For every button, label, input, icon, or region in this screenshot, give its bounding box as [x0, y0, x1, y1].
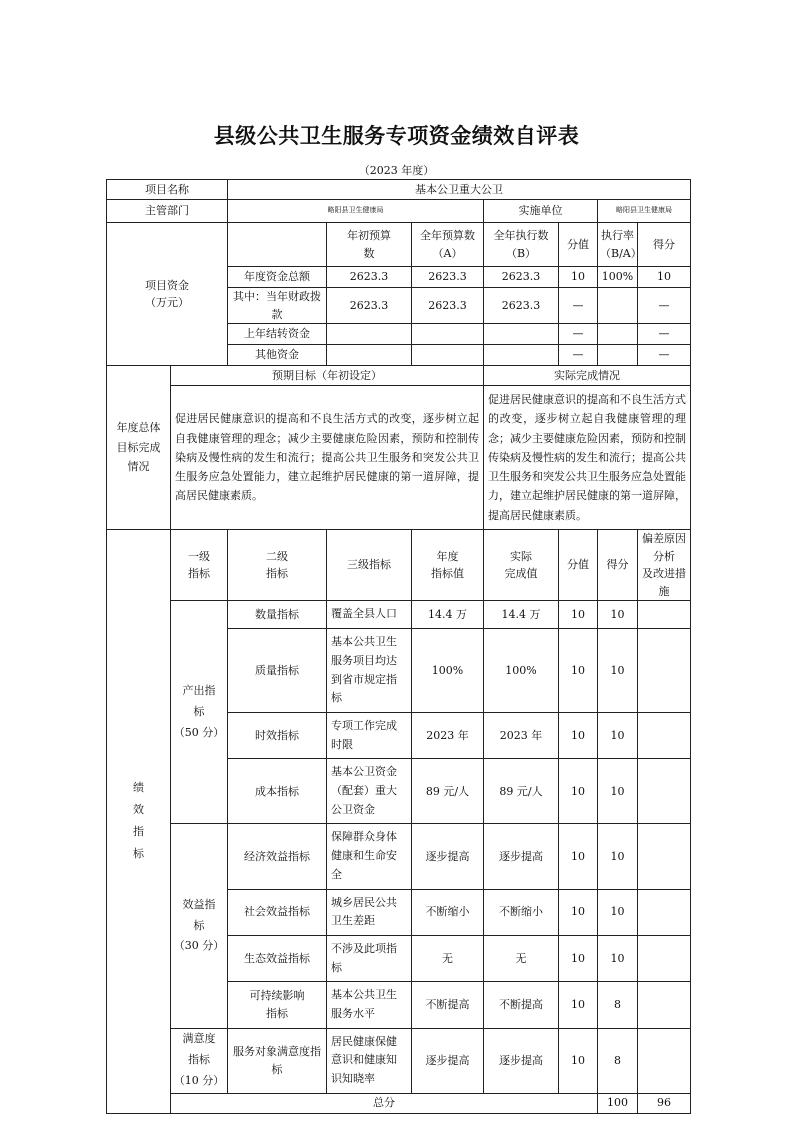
indicator-score-value: 10 [559, 629, 598, 713]
goals-expected-header: 预期目标（年初设定） [171, 366, 484, 386]
indicator-score-value: 10 [559, 889, 598, 935]
dept-label: 主管部门 [107, 200, 228, 223]
funds-row-exec-rate [598, 288, 638, 324]
goals-expected-text: 促进居民健康意识的提高和不良生活方式的改变，逐步树立起自我健康管理的理念；减少主要健康危险因素，预防和控制传染病及慢性病的发生和流行；提高公共卫生服务和突发公共卫生服务应急处置能力，建立起维护居民健康的第一道屏障，提高居民健康素质。 [171, 386, 484, 530]
funds-row-score: 10 [638, 267, 691, 288]
indicator-actual: 不断缩小 [484, 889, 559, 935]
indicator-level3: 覆盖全县人口 [327, 601, 412, 629]
indicator-deviation [638, 601, 691, 629]
indicator-score-value: 10 [559, 1028, 598, 1093]
funds-row-initial: 2623.3 [327, 288, 412, 324]
ind-header-target: 年度 指标值 [412, 529, 484, 600]
indicator-level2: 社会效益指标 [228, 889, 327, 935]
ind-header-score: 得分 [598, 529, 638, 600]
ind-header-level3: 三级指标 [327, 529, 412, 600]
funds-row-initial: 2623.3 [327, 267, 412, 288]
indicator-actual: 逐步提高 [484, 824, 559, 889]
ind-header-deviation: 偏差原因分析 及改进措施 [638, 529, 691, 600]
indicator-level2: 质量指标 [228, 629, 327, 713]
indicator-row [107, 601, 691, 629]
indicator-level2: 经济效益指标 [228, 824, 327, 889]
total-label: 总分 [171, 1093, 598, 1113]
indicator-actual: 14.4 万 [484, 601, 559, 629]
funds-row-initial [327, 345, 412, 366]
indicator-score: 10 [598, 935, 638, 981]
funds-row-exec-rate [598, 345, 638, 366]
funds-row-score-value: — [559, 324, 598, 345]
indicator-row [107, 1028, 691, 1093]
indicator-score: 10 [598, 759, 638, 824]
indicator-score-value: 10 [559, 824, 598, 889]
indicator-score: 10 [598, 601, 638, 629]
indicator-target: 2023 年 [412, 713, 484, 759]
indicator-level3: 基本公卫资金（配套）重大公卫资金 [327, 759, 412, 824]
indicator-target: 逐步提高 [412, 824, 484, 889]
indicator-deviation [638, 629, 691, 713]
indicator-level1: 效益指 标 （30 分） [171, 824, 228, 1028]
indicator-level3: 专项工作完成时限 [327, 713, 412, 759]
funds-row-label: 年度资金总额 [228, 267, 327, 288]
funds-row-score-value: 10 [559, 267, 598, 288]
funds-row-score: — [638, 324, 691, 345]
funds-row-initial [327, 324, 412, 345]
funds-header-score-value: 分值 [559, 223, 598, 267]
funds-row-score-value: — [559, 288, 598, 324]
indicator-actual: 无 [484, 935, 559, 981]
indicator-level1: 满意度 指标 （10 分） [171, 1028, 228, 1093]
indicator-level3: 保障群众身体健康和生命安全 [327, 824, 412, 889]
impl-unit-value: 略阳县卫生健康局 [598, 200, 691, 223]
indicator-target: 无 [412, 935, 484, 981]
indicator-deviation [638, 824, 691, 889]
funds-row-label: 其中：当年财政拨款 [228, 288, 327, 324]
funds-row-executed: 2623.3 [484, 288, 559, 324]
funds-row-full-year [412, 345, 484, 366]
indicator-level3: 基本公共卫生服务项目均达到省市规定指标 [327, 629, 412, 713]
funds-row-score: — [638, 288, 691, 324]
indicator-target: 89 元/人 [412, 759, 484, 824]
funds-row-label: 其他资金 [228, 345, 327, 366]
indicator-level1: 产出指 标 （50 分） [171, 601, 228, 824]
ind-header-actual: 实际 完成值 [484, 529, 559, 600]
funds-row-executed: 2623.3 [484, 267, 559, 288]
ind-header-score-value: 分值 [559, 529, 598, 600]
project-name-label: 项目名称 [107, 180, 228, 200]
page-title: 县级公共卫生服务专项资金绩效自评表 [213, 124, 580, 148]
indicator-actual: 逐步提高 [484, 1028, 559, 1093]
indicator-actual: 不断提高 [484, 982, 559, 1028]
indicator-actual: 100% [484, 629, 559, 713]
funds-header-exec-rate: 执行率 （B/A） [598, 223, 638, 267]
report-year: （2023 年度） [358, 164, 435, 177]
indicator-level3: 基本公共卫生服务水平 [327, 982, 412, 1028]
indicator-level2: 时效指标 [228, 713, 327, 759]
funds-header-executed: 全年执行数 （B） [484, 223, 559, 267]
indicator-actual: 89 元/人 [484, 759, 559, 824]
indicator-score-value: 10 [559, 982, 598, 1028]
indicator-deviation [638, 889, 691, 935]
indicator-target: 100% [412, 629, 484, 713]
indicator-target: 不断提高 [412, 982, 484, 1028]
indicator-score-value: 10 [559, 935, 598, 981]
indicators-label: 绩 效 指 标 [107, 529, 171, 1113]
indicator-target: 不断缩小 [412, 889, 484, 935]
funds-row-score-value: — [559, 345, 598, 366]
indicator-score: 10 [598, 713, 638, 759]
funds-row-exec-rate [598, 324, 638, 345]
dept-value: 略阳县卫生健康局 [228, 200, 484, 223]
indicator-deviation [638, 935, 691, 981]
indicator-deviation [638, 759, 691, 824]
ind-header-level2: 二级 指标 [228, 529, 327, 600]
funds-header-score: 得分 [638, 223, 691, 267]
indicator-score: 10 [598, 629, 638, 713]
total-score: 96 [638, 1093, 691, 1113]
indicator-deviation [638, 1028, 691, 1093]
indicator-level2: 数量指标 [228, 601, 327, 629]
funds-header-blank [228, 223, 327, 267]
funds-label: 项目资金 （万元） [107, 223, 228, 366]
funds-row-full-year: 2623.3 [412, 288, 484, 324]
funds-row-executed [484, 324, 559, 345]
funds-header-full-year: 全年预算数 （A） [412, 223, 484, 267]
indicator-score-value: 10 [559, 759, 598, 824]
indicator-level2: 成本指标 [228, 759, 327, 824]
indicator-level3: 不涉及此项指标 [327, 935, 412, 981]
goals-actual-header: 实际完成情况 [484, 366, 691, 386]
indicator-level2: 生态效益指标 [228, 935, 327, 981]
funds-row-label: 上年结转资金 [228, 324, 327, 345]
total-score-value: 100 [598, 1093, 638, 1113]
indicator-deviation [638, 713, 691, 759]
indicator-deviation [638, 982, 691, 1028]
funds-row-score: — [638, 345, 691, 366]
indicator-level2: 可持续影响 指标 [228, 982, 327, 1028]
indicator-score: 8 [598, 1028, 638, 1093]
impl-unit-label: 实施单位 [484, 200, 598, 223]
goals-actual-text: 促进居民健康意识的提高和不良生活方式的改变，逐步树立起自我健康管理的理念；减少主要健康危险因素，预防和控制传染病及慢性病的发生和流行；提高公共卫生服务和突发公共卫生服务应急处置能力，建立起维护居民健康的第一道屏障，提高居民健康素质。 [484, 386, 691, 530]
indicator-target: 14.4 万 [412, 601, 484, 629]
funds-row-full-year: 2623.3 [412, 267, 484, 288]
funds-header-initial: 年初预算 数 [327, 223, 412, 267]
indicator-score: 8 [598, 982, 638, 1028]
indicator-score: 10 [598, 824, 638, 889]
indicator-target: 逐步提高 [412, 1028, 484, 1093]
indicator-level2: 服务对象满意度指标 [228, 1028, 327, 1093]
indicator-score-value: 10 [559, 713, 598, 759]
indicator-score-value: 10 [559, 601, 598, 629]
funds-row-exec-rate: 100% [598, 267, 638, 288]
indicator-row [107, 824, 691, 889]
funds-row-executed [484, 345, 559, 366]
indicator-level3: 居民健康保健意识和健康知识知晓率 [327, 1028, 412, 1093]
evaluation-table [106, 179, 691, 1114]
indicator-score: 10 [598, 889, 638, 935]
indicator-level3: 城乡居民公共卫生差距 [327, 889, 412, 935]
project-name-value: 基本公卫重大公卫 [228, 180, 691, 200]
indicator-actual: 2023 年 [484, 713, 559, 759]
funds-row-full-year [412, 324, 484, 345]
ind-header-level1: 一级 指标 [171, 529, 228, 600]
goals-label: 年度总体 目标完成 情况 [107, 366, 171, 530]
